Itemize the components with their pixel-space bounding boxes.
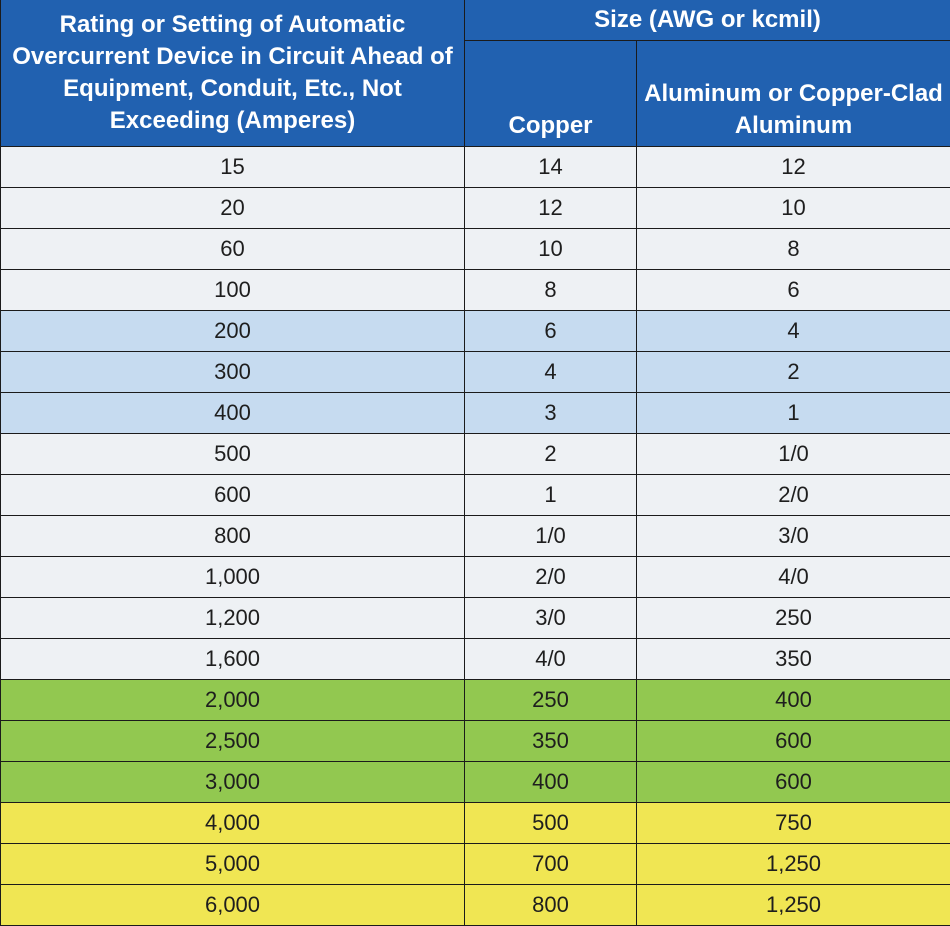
rating-cell: 1,000: [1, 557, 465, 598]
table-row: [1, 639, 950, 680]
copper-column-header: Copper: [465, 41, 637, 147]
table-body: [1, 147, 950, 926]
aluminum-size-cell: 2: [637, 352, 950, 393]
rating-cell: 600: [1, 475, 465, 516]
copper-size-cell: 3: [465, 393, 637, 434]
copper-size-cell: 12: [465, 188, 637, 229]
aluminum-size-cell: 250: [637, 598, 950, 639]
table-row: [1, 803, 950, 844]
aluminum-size-cell: 600: [637, 721, 950, 762]
rating-cell: 3,000: [1, 762, 465, 803]
aluminum-size-cell: 2/0: [637, 475, 950, 516]
table-row: [1, 885, 950, 926]
table-row: [1, 393, 950, 434]
rating-cell: 15: [1, 147, 465, 188]
table-row: [1, 598, 950, 639]
aluminum-size-cell: 400: [637, 680, 950, 721]
copper-size-cell: 10: [465, 229, 637, 270]
aluminum-size-cell: 12: [637, 147, 950, 188]
copper-size-cell: 250: [465, 680, 637, 721]
rating-cell: 1,600: [1, 639, 465, 680]
copper-size-cell: 1/0: [465, 516, 637, 557]
table-row: [1, 311, 950, 352]
rating-cell: 2,500: [1, 721, 465, 762]
size-column-group-header: Size (AWG or kcmil): [465, 0, 950, 41]
table-row: [1, 188, 950, 229]
aluminum-size-cell: 6: [637, 270, 950, 311]
copper-size-cell: 400: [465, 762, 637, 803]
rating-cell: 6,000: [1, 885, 465, 926]
copper-size-cell: 8: [465, 270, 637, 311]
table-row: [1, 147, 950, 188]
table-row: [1, 680, 950, 721]
rating-cell: 300: [1, 352, 465, 393]
table-row: [1, 229, 950, 270]
copper-size-cell: 4: [465, 352, 637, 393]
copper-size-cell: 800: [465, 885, 637, 926]
rating-cell: 60: [1, 229, 465, 270]
table-row: [1, 475, 950, 516]
rating-cell: 100: [1, 270, 465, 311]
table-row: [1, 557, 950, 598]
aluminum-size-cell: 10: [637, 188, 950, 229]
table-row: [1, 762, 950, 803]
copper-size-cell: 6: [465, 311, 637, 352]
aluminum-size-cell: 1/0: [637, 434, 950, 475]
copper-size-cell: 500: [465, 803, 637, 844]
aluminum-size-cell: 350: [637, 639, 950, 680]
copper-size-cell: 1: [465, 475, 637, 516]
aluminum-size-cell: 600: [637, 762, 950, 803]
rating-cell: 200: [1, 311, 465, 352]
aluminum-size-cell: 1,250: [637, 844, 950, 885]
aluminum-size-cell: 4/0: [637, 557, 950, 598]
aluminum-size-cell: 8: [637, 229, 950, 270]
rating-column-header: Rating or Setting of Automatic Overcurrent Device in Circuit Ahead of Equipment, Conduit, Etc., Not Exceeding (Amperes): [1, 0, 465, 147]
aluminum-size-cell: 3/0: [637, 516, 950, 557]
aluminum-size-cell: 750: [637, 803, 950, 844]
copper-size-cell: 4/0: [465, 639, 637, 680]
copper-size-cell: 2/0: [465, 557, 637, 598]
copper-size-cell: 700: [465, 844, 637, 885]
header-row-top: [1, 0, 950, 41]
rating-cell: 2,000: [1, 680, 465, 721]
rating-cell: 1,200: [1, 598, 465, 639]
aluminum-column-header: Aluminum or Copper-Clad Aluminum: [637, 41, 950, 147]
table-row: [1, 844, 950, 885]
copper-size-cell: 350: [465, 721, 637, 762]
table-row: [1, 516, 950, 557]
rating-cell: 5,000: [1, 844, 465, 885]
copper-size-cell: 2: [465, 434, 637, 475]
aluminum-size-cell: 1: [637, 393, 950, 434]
rating-cell: 4,000: [1, 803, 465, 844]
table-row: [1, 270, 950, 311]
rating-cell: 20: [1, 188, 465, 229]
table-header: [1, 0, 950, 147]
rating-cell: 800: [1, 516, 465, 557]
table-row: [1, 434, 950, 475]
copper-size-cell: 3/0: [465, 598, 637, 639]
rating-cell: 500: [1, 434, 465, 475]
aluminum-size-cell: 4: [637, 311, 950, 352]
table-row: [1, 352, 950, 393]
table-row: [1, 721, 950, 762]
copper-size-cell: 14: [465, 147, 637, 188]
aluminum-size-cell: 1,250: [637, 885, 950, 926]
rating-cell: 400: [1, 393, 465, 434]
